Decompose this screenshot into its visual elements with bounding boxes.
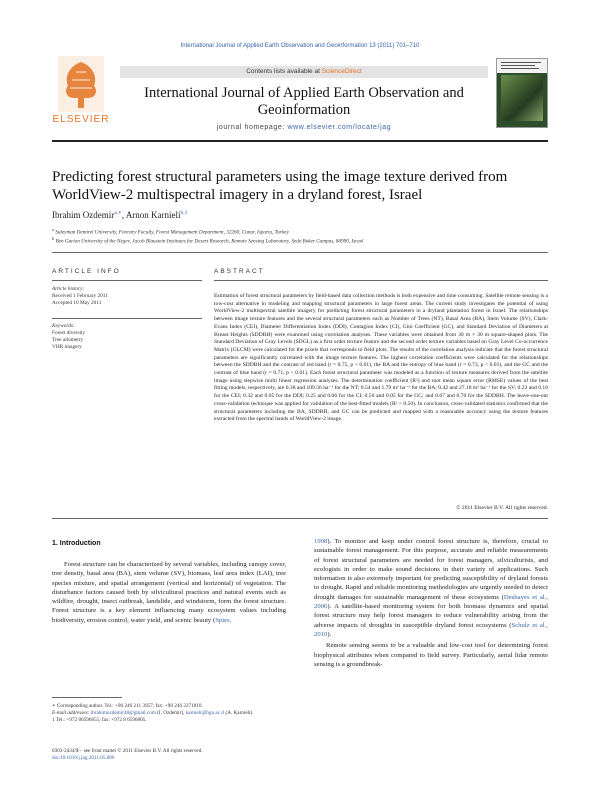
email-link[interactable]: karnieli@bgu.ac.il (185, 710, 225, 717)
contents-prefix: Contents lists available at (246, 68, 322, 75)
divider (52, 280, 202, 281)
keywords (52, 323, 202, 351)
journal-citation[interactable]: International Journal of Applied Earth Observation and Geoinformation 13 (2011) 701–710 (180, 43, 420, 49)
citation-link[interactable]: 1998 (314, 538, 328, 545)
keywords-label: Keywords: (52, 323, 75, 329)
paragraph-text: Forest structure can be characterized by several variables, including canopy cover, tree density, basal area (BA), stem volume (SV), biomass, leaf area index (LAI), tree species mixture, and spatial arrangement (vertical and horizontal) of vegetation. The disturbance factors caused both by silvicultural practices and natural events such as wildfire, drought, insect outbreak, landslide, and windstorm, form the forest structure. Forest structure is a key element influencing many ecosystem values including biodiversity, erosion control, water yield, and scenic beauty ( (52, 561, 286, 624)
issn-line: 0303-2434/$ – see front matter © 2011 Elsevier B.V. All rights reserved. (52, 748, 203, 754)
masthead-rule (52, 140, 548, 142)
email-link[interactable]: ibrahimozdemir48@gmail.com (90, 710, 156, 717)
affiliation-text: Ben Gurion University of the Negev, Jacob Blaustein Institutes for Desert Research, Remote Sensing Laboratory, Sede Boker Campus, 84990, Israel (54, 238, 364, 245)
abstract-heading: ABSTRACT (214, 268, 265, 275)
article-history (52, 286, 202, 307)
affiliation-b (52, 236, 364, 245)
publication-ids (52, 748, 286, 762)
publisher-name: ELSEVIER (52, 114, 110, 125)
email-owner: (A. Karnieli). (224, 710, 254, 717)
accepted-date: Accepted 10 May 2011 (52, 300, 102, 306)
article-info-heading: ARTICLE INFO (52, 268, 121, 275)
abstract-text: Estimation of forest structural parameters by field-based data collection methods is both expensive and time consuming. Satellite remote sensing is a low-cost alternative in modeling and mapping structural parameters in large forest areas. The current study investigates the potential of using WorldView-2 multispectral satellite imagery for predicting forest structural parameters in a dryland plantation forest in Israel. The relationships between image texture features and the several structural parameters such as Number of Trees (NT), Basal Area (BA), Stem Volume (SV), Clark-Evans Index (CEI), Diameter Differentiation Index (DDI), Contagion Index (CI), Gini Coefficient (GC), and Standard Deviation of Diameters at Breast Heights (SDDBH) were examined using correlation analyses. These variables were obtained from 30 m × 30 m square-shaped plots. The Standard Deviation of Gray Levels (SDGL) as a first order texture feature and the second order texture variables based on Gray Level Co-occurrence Matrix (GLCM) were calculated for the pixels that corresponds to field plots. The results of the correlation analysis indicate that the forest structural parameters are significantly correlated with the image texture features. The highest correlation coefficients were calculated for the relationships between the SDDBH and the contrast of red band (r = 0.75, p < 0.01), the BA and the entropy of blue band (r = 0.73, p < 0.01), and the GC and the contrast of blue band (r = 0.71, p < 0.01). Each forest structural parameter was modeled as a function of texture measures derived from the satellite image using stepwise multi linear regression analyses. The determination coefficient (R²) and root mean square error (RMSE) values of the best fitting models, respectively, are 0.38 and 109.56 ha⁻¹ for the NT; 0.54 and 1.79 m² ha⁻¹ for the BA; 0.42 and 27.18 m³ ha⁻¹ for the SV; 0.23 and 0.16 for the CEI; 0.32 and 0.05 for the DDI; 0.25 and 0.06 for the CI; 0.50 and 0.05 for the GC; and 0.67 and 0.70 for the SDDBH. The leave-one-out cross-validation technique was applied for validation of the best-fitted models (R² > 0.50). In conclusion, cross-validated statistics confirmed that the structural parameters including the BA, SDDBH, and GC can be predicted and mapped with a reasonable accuracy using the texture features extracted from the spectral bands of WorldView-2 image. (214, 293, 548, 423)
homepage-link[interactable]: www.elsevier.com/locate/jag (287, 124, 392, 131)
sciencedirect-link[interactable]: ScienceDirect (321, 68, 362, 75)
author-name: Arnon Karnieli (125, 210, 181, 220)
author-marks[interactable]: a,∗ (114, 210, 122, 216)
cover-photo (501, 75, 543, 121)
affiliation-mark: b (52, 236, 55, 241)
paragraph-text: Remote sensing seems to be a valuable and low-cost tool for determining forest biophysical attributes when compared to field survey. Particularly, aerial lidar remote sensing is a groundbreak- (314, 642, 548, 668)
author-marks[interactable]: b,1 (180, 210, 188, 216)
journal-title: International Journal of Applied Earth Observation and Geoinformation (144, 85, 464, 118)
journal-homepage (120, 124, 488, 131)
article-title: Predicting forest structural parameters using the image texture derived from WorldView-2 multispectral imagery in a dryland forest, Israel (52, 169, 508, 203)
citation-link[interactable]: Spies, (215, 616, 232, 624)
footnote-rule (52, 697, 122, 698)
cover-header (497, 59, 547, 73)
keyword: Forest diversity (52, 330, 86, 336)
divider (52, 518, 548, 519)
history-label: Article history: (52, 286, 85, 292)
email-owner: (I. Ozdemir), (155, 710, 186, 717)
section-heading: 1. Introduction (52, 540, 101, 547)
affiliation-mark: a (52, 227, 54, 232)
received-date: Received 1 February 2011 (52, 293, 108, 299)
corresponding-note: ∗ Corresponding author. Tel.: +90 246 211 3957; fax: +90 246 2371810. (52, 703, 203, 709)
email-label: E-mail addresses: (52, 710, 91, 717)
homepage-prefix: journal homepage: (216, 124, 288, 131)
citation-link[interactable]: Deshayes et al., 2006 (314, 593, 548, 611)
author-separator: , (121, 210, 126, 220)
doi-link[interactable]: doi:10.1016/j.jag.2011.05.006 (52, 755, 115, 762)
footnotes (52, 703, 286, 725)
paragraph-text: ). To monitor and keep under control forest structure is, therefore, crucial to sustainable forest management. For this purpose, accurate and reliable measurements of forest structural parameters are needed for forest managers, silviculturists, and ecologists in order to make sound decisions in their variety of applications. Such information is also extremely important for predicting susceptibility of dryland forests to drought. Rapid and reliable monitoring methodologies are urgently needed to detect drought damages for sustainable management of these ecosystems ( (314, 538, 548, 601)
keyword: VHR imagery (52, 344, 82, 350)
affiliation-text: Suleyman Demirel University, Forestry Faculty, Forest Management Department, 32260, Cunur, Isparta, Turkey (53, 229, 289, 236)
elsevier-tree-icon (58, 56, 104, 112)
intro-right-column (314, 537, 548, 669)
divider (52, 318, 202, 319)
copyright: © 2011 Elsevier B.V. All rights reserved. (456, 505, 548, 511)
author-name: Ibrahim Ozdemir (52, 210, 115, 220)
citation-link[interactable]: Schulz et al., 2010 (314, 621, 548, 638)
divider (52, 252, 548, 253)
keyword: Tree allometry (52, 337, 84, 343)
tel-note: 1 Tel.: +972 86596855; fax: +972 8 6596805. (52, 717, 147, 724)
affiliation-a (52, 227, 289, 236)
paragraph-text: ). A satellite-based monitoring system for both biomass dynamics and spatial forest structure may help forest managers to reduce vulnerability arising from the adverse impacts of droughts in susceptible dryland forest ecosystems ( (314, 603, 548, 629)
elsevier-logo (52, 56, 110, 131)
intro-left-column (52, 560, 286, 625)
contents-band (120, 66, 488, 78)
paragraph-text: ). (327, 630, 332, 638)
divider (214, 280, 548, 281)
author-list (52, 210, 187, 220)
journal-cover-image (496, 58, 548, 128)
